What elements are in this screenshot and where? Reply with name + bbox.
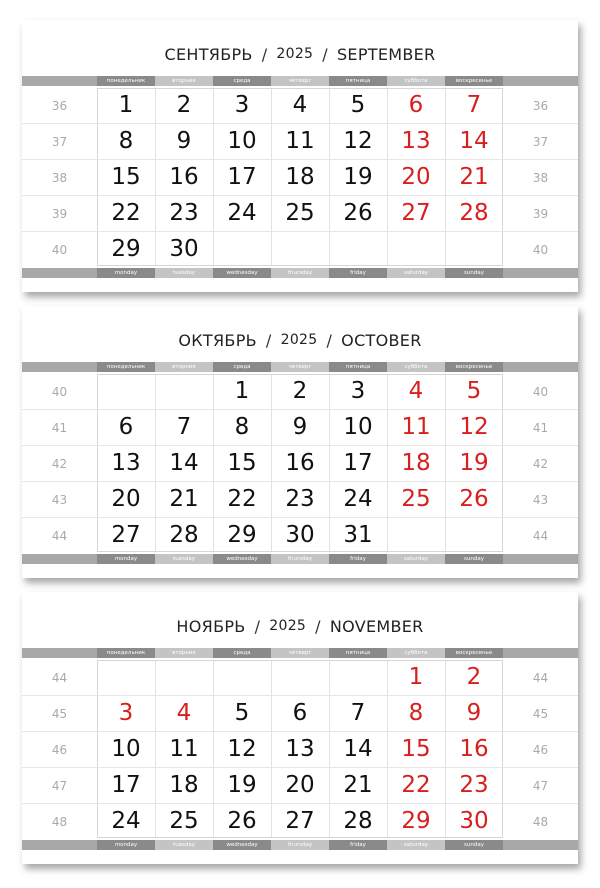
day-cell: 14 xyxy=(343,736,373,762)
year: 2025 xyxy=(276,46,314,62)
day-cell-weekend: 2 xyxy=(466,664,482,690)
day-cell: 7 xyxy=(176,414,192,440)
day-cell-weekend: 25 xyxy=(401,486,431,512)
day-cell: 18 xyxy=(169,772,199,798)
month-name-en: SEPTEMBER xyxy=(336,44,436,64)
weekday-label: вторник xyxy=(155,76,213,86)
weekday-label: пятница xyxy=(329,362,387,372)
day-cell-weekend: 15 xyxy=(401,736,431,762)
day-cell: 8 xyxy=(118,128,134,154)
day-cell: 2 xyxy=(292,378,308,404)
week-number: 44 xyxy=(51,671,68,685)
week-number: 41 xyxy=(532,421,549,435)
weekday-label: четверг xyxy=(271,76,329,86)
day-cell-weekend: 4 xyxy=(408,378,424,404)
weekday-label: wednesday xyxy=(213,554,271,564)
week-number: 42 xyxy=(532,457,549,471)
weekday-label: воскресенье xyxy=(445,76,503,86)
day-cell-weekend: 16 xyxy=(459,736,489,762)
day-cell: 29 xyxy=(227,522,257,548)
weekday-label: воскресенье xyxy=(445,362,503,372)
weekday-label: вторник xyxy=(155,362,213,372)
day-cell: 12 xyxy=(227,736,257,762)
day-cell: 24 xyxy=(111,808,141,834)
week-number: 40 xyxy=(532,243,549,257)
day-cell: 9 xyxy=(292,414,308,440)
day-cell-weekend: 8 xyxy=(408,700,424,726)
day-cell-weekend: 4 xyxy=(176,700,192,726)
day-cell-weekend: 18 xyxy=(401,450,431,476)
week-number: 47 xyxy=(51,779,68,793)
weekday-label: четверг xyxy=(271,648,329,658)
weekday-label: monday xyxy=(97,840,155,850)
day-cell: 24 xyxy=(343,486,373,512)
week-number: 37 xyxy=(51,135,68,149)
weekday-label: saturday xyxy=(387,840,445,850)
week-number: 46 xyxy=(51,743,68,757)
week-number: 43 xyxy=(51,493,68,507)
weekday-band-bottom xyxy=(22,268,578,278)
week-number: 36 xyxy=(51,99,68,113)
weekday-label: пятница xyxy=(329,76,387,86)
week-number: 46 xyxy=(532,743,549,757)
day-cell: 15 xyxy=(227,450,257,476)
slash-separator: / xyxy=(261,44,268,64)
weekday-label: monday xyxy=(97,268,155,278)
day-cell: 2 xyxy=(176,92,192,118)
week-number: 42 xyxy=(51,457,68,471)
weekday-label: thursday xyxy=(271,554,329,564)
slash-separator: / xyxy=(322,44,328,64)
day-cell-weekend: 28 xyxy=(459,200,489,226)
day-cell: 16 xyxy=(285,450,315,476)
week-number: 47 xyxy=(532,779,549,793)
day-cell: 11 xyxy=(169,736,199,762)
day-cell-weekend: 22 xyxy=(401,772,431,798)
month-name-ru: ОКТЯБРЬ xyxy=(178,330,257,350)
day-cell: 23 xyxy=(169,200,199,226)
day-cell-weekend: 23 xyxy=(459,772,489,798)
weekday-label: friday xyxy=(329,554,387,564)
weekday-band-bottom xyxy=(22,554,578,564)
day-cell: 6 xyxy=(292,700,308,726)
month-block xyxy=(22,592,578,864)
month-name-en: NOVEMBER xyxy=(329,616,424,636)
day-cell: 24 xyxy=(227,200,257,226)
month-header xyxy=(22,592,578,648)
day-cell: 21 xyxy=(343,772,373,798)
day-cell: 19 xyxy=(227,772,257,798)
day-cell: 17 xyxy=(111,772,141,798)
weekday-band-top xyxy=(22,648,578,658)
day-cell: 17 xyxy=(343,450,373,476)
weekday-label: среда xyxy=(213,648,271,658)
week-number: 44 xyxy=(51,529,68,543)
weekday-label: monday xyxy=(97,554,155,564)
weekday-label: saturday xyxy=(387,554,445,564)
weekday-label: суббота xyxy=(387,76,445,86)
week-number: 40 xyxy=(51,385,68,399)
slash-separator: / xyxy=(265,330,272,350)
week-number: 39 xyxy=(532,207,549,221)
day-cell: 21 xyxy=(169,486,199,512)
month-name-ru: НОЯБРЬ xyxy=(176,616,246,636)
week-number: 37 xyxy=(532,135,549,149)
month-header xyxy=(22,306,578,362)
day-cell: 6 xyxy=(118,414,134,440)
weekday-label: понедельник xyxy=(97,648,155,658)
weekday-band-bottom xyxy=(22,840,578,850)
day-cell: 10 xyxy=(111,736,141,762)
day-cell: 13 xyxy=(285,736,315,762)
weekday-label: суббота xyxy=(387,648,445,658)
day-cell: 29 xyxy=(111,236,141,262)
day-cell: 20 xyxy=(111,486,141,512)
week-number: 39 xyxy=(51,207,68,221)
day-cell: 8 xyxy=(234,414,250,440)
week-number: 40 xyxy=(51,243,68,257)
week-number: 40 xyxy=(532,385,549,399)
weekday-label: среда xyxy=(213,76,271,86)
year: 2025 xyxy=(269,618,307,634)
day-cell-weekend: 11 xyxy=(401,414,431,440)
day-cell: 3 xyxy=(234,92,250,118)
slash-separator: / xyxy=(326,330,333,350)
weekday-label: вторник xyxy=(155,648,213,658)
day-cell: 10 xyxy=(227,128,257,154)
day-cell: 1 xyxy=(234,378,250,404)
month-header xyxy=(22,20,578,76)
weekday-label: wednesday xyxy=(213,840,271,850)
day-cell-weekend: 9 xyxy=(466,700,482,726)
day-cell-weekend: 14 xyxy=(459,128,489,154)
day-cell: 22 xyxy=(111,200,141,226)
week-number: 36 xyxy=(532,99,549,113)
day-cell: 30 xyxy=(169,236,199,262)
weekday-label: понедельник xyxy=(97,76,155,86)
day-cell: 27 xyxy=(111,522,141,548)
weekday-label: четверг xyxy=(271,362,329,372)
slash-separator: / xyxy=(315,616,321,636)
month-block xyxy=(22,20,578,292)
day-cell: 11 xyxy=(285,128,315,154)
weekday-band-top xyxy=(22,362,578,372)
weekday-label: воскресенье xyxy=(445,648,503,658)
day-cell: 26 xyxy=(343,200,373,226)
day-cell: 12 xyxy=(343,128,373,154)
day-cell: 15 xyxy=(111,164,141,190)
day-cell-weekend: 6 xyxy=(408,92,424,118)
week-number: 38 xyxy=(51,171,68,185)
day-cell: 19 xyxy=(343,164,373,190)
month-block xyxy=(22,306,578,578)
weekday-label: sunday xyxy=(445,840,503,850)
day-cell-weekend: 27 xyxy=(401,200,431,226)
year: 2025 xyxy=(280,332,318,348)
slash-separator: / xyxy=(254,616,261,636)
week-number: 45 xyxy=(51,707,68,721)
weekday-label: thursday xyxy=(271,840,329,850)
day-cell: 7 xyxy=(350,700,366,726)
day-cell-weekend: 13 xyxy=(401,128,431,154)
day-cell: 31 xyxy=(343,522,373,548)
weekday-label: thursday xyxy=(271,268,329,278)
day-cell: 5 xyxy=(234,700,250,726)
weekday-label: суббота xyxy=(387,362,445,372)
day-cell: 25 xyxy=(285,200,315,226)
day-cell: 22 xyxy=(227,486,257,512)
week-number: 38 xyxy=(532,171,549,185)
week-number: 45 xyxy=(532,707,549,721)
day-cell: 9 xyxy=(176,128,192,154)
day-cell-weekend: 20 xyxy=(401,164,431,190)
day-cell: 3 xyxy=(350,378,366,404)
weekday-label: tuesday xyxy=(155,268,213,278)
day-cell: 28 xyxy=(169,522,199,548)
day-cell-weekend: 29 xyxy=(401,808,431,834)
day-cell: 5 xyxy=(350,92,366,118)
day-cell: 4 xyxy=(292,92,308,118)
weekday-label: понедельник xyxy=(97,362,155,372)
day-cell: 1 xyxy=(118,92,134,118)
week-number: 43 xyxy=(532,493,549,507)
day-cell: 28 xyxy=(343,808,373,834)
day-cell-weekend: 5 xyxy=(466,378,482,404)
day-cell-weekend: 12 xyxy=(459,414,489,440)
day-cell-weekend: 19 xyxy=(459,450,489,476)
weekday-label: tuesday xyxy=(155,840,213,850)
day-cell: 13 xyxy=(111,450,141,476)
day-cell: 16 xyxy=(169,164,199,190)
week-number: 48 xyxy=(51,815,68,829)
day-cell: 18 xyxy=(285,164,315,190)
day-cell-weekend: 26 xyxy=(459,486,489,512)
weekday-band-top xyxy=(22,76,578,86)
day-cell: 10 xyxy=(343,414,373,440)
day-cell-weekend: 7 xyxy=(466,92,482,118)
day-cell: 14 xyxy=(169,450,199,476)
week-number: 44 xyxy=(532,529,549,543)
weekday-label: friday xyxy=(329,268,387,278)
week-number: 48 xyxy=(532,815,549,829)
day-cell-weekend: 21 xyxy=(459,164,489,190)
day-cell: 26 xyxy=(227,808,257,834)
day-cell: 17 xyxy=(227,164,257,190)
day-cell: 27 xyxy=(285,808,315,834)
day-cell: 23 xyxy=(285,486,315,512)
weekday-label: пятница xyxy=(329,648,387,658)
weekday-label: tuesday xyxy=(155,554,213,564)
weekday-label: sunday xyxy=(445,268,503,278)
day-cell: 25 xyxy=(169,808,199,834)
day-cell-weekend: 30 xyxy=(459,808,489,834)
day-cell-weekend: 1 xyxy=(408,664,424,690)
day-cell: 30 xyxy=(285,522,315,548)
day-cell-weekend: 3 xyxy=(118,700,134,726)
weekday-label: friday xyxy=(329,840,387,850)
weekday-label: среда xyxy=(213,362,271,372)
month-name-ru: СЕНТЯБРЬ xyxy=(164,44,253,64)
week-number: 41 xyxy=(51,421,68,435)
month-name-en: OCTOBER xyxy=(341,330,422,350)
weekday-label: wednesday xyxy=(213,268,271,278)
weekday-label: saturday xyxy=(387,268,445,278)
day-cell: 20 xyxy=(285,772,315,798)
week-number: 44 xyxy=(532,671,549,685)
weekday-label: sunday xyxy=(445,554,503,564)
